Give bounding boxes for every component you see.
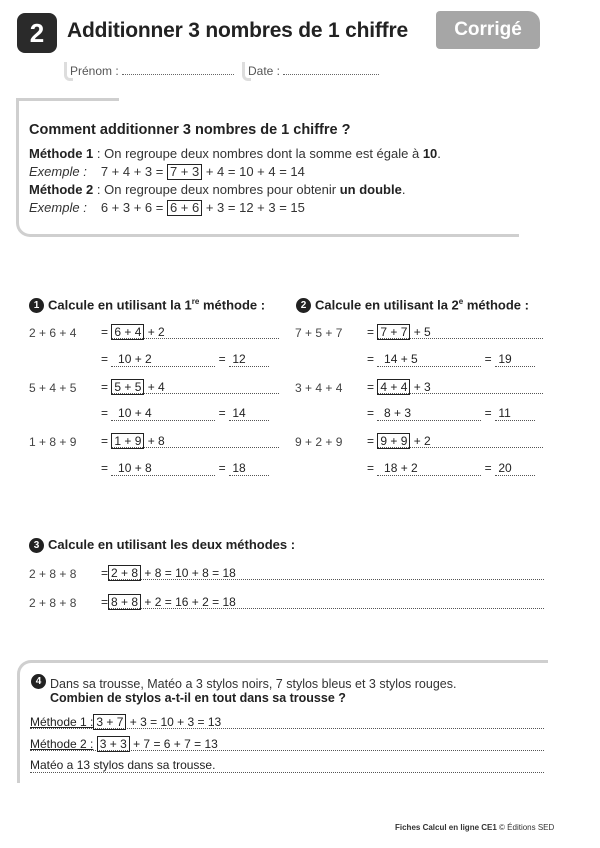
ex3-expression: 2 + 8 + 8 bbox=[29, 567, 77, 581]
method-2-line: Méthode 2 : On regroupe deux nombres pour obtenir un double. bbox=[29, 182, 406, 197]
ex2-answer-line[interactable]: = 4 + 4 + 3 bbox=[367, 379, 543, 394]
ex1-answer-line[interactable]: = 1 + 9 + 8 bbox=[101, 433, 279, 448]
ex1-answer-line[interactable]: = 6 + 4 + 2 bbox=[101, 324, 279, 339]
ex4-method-2-line[interactable]: Méthode 2 : 3 + 3 + 7 = 6 + 7 = 13 bbox=[30, 736, 544, 751]
exercise-1-heading: 1 Calcule en utilisant la 1re méthode : bbox=[29, 297, 265, 313]
ex1-result-line[interactable]: = 10 + 8 = 18 bbox=[101, 461, 269, 476]
ex2-result-line[interactable]: = 18 + 2 = 20 bbox=[367, 461, 535, 476]
ex3-expression: 2 + 8 + 8 bbox=[29, 596, 77, 610]
method-1-example: Exemple : 7 + 4 + 3 = 7 + 3 + 4 = 10 + 4 = 14 bbox=[29, 164, 305, 179]
ex4-method-1-line[interactable]: Méthode 1 : 3 + 7 + 3 = 10 + 3 = 13 bbox=[30, 714, 544, 729]
exercise-4-statement: Dans sa trousse, Matéo a 3 stylos noirs, 7 stylos bleus et 3 stylos rouges. bbox=[50, 677, 457, 691]
corrige-badge: Corrigé bbox=[436, 11, 540, 49]
ex2-result-line[interactable]: = 8 + 3 = 11 bbox=[367, 406, 535, 421]
ex2-answer-line[interactable]: = 9 + 9 + 2 bbox=[367, 433, 543, 448]
ex1-answer-line[interactable]: = 5 + 5 + 4 bbox=[101, 379, 279, 394]
ex1-expression: 2 + 6 + 4 bbox=[29, 326, 77, 340]
ex4-answer-line[interactable]: Matéo a 13 stylos dans sa trousse. bbox=[30, 758, 544, 773]
date-label: Date : bbox=[248, 64, 281, 78]
ex2-result-line[interactable]: = 14 + 5 = 19 bbox=[367, 352, 535, 367]
ex2-expression: 3 + 4 + 4 bbox=[295, 381, 343, 395]
prenom-field[interactable] bbox=[70, 64, 234, 78]
ex1-result-line[interactable]: = 10 + 2 = 12 bbox=[101, 352, 269, 367]
page-title: Additionner 3 nombres de 1 chiffre bbox=[67, 19, 408, 42]
ex1-expression: 1 + 8 + 9 bbox=[29, 435, 77, 449]
prenom-label: Prénom : bbox=[70, 64, 119, 78]
exercise-3-heading: 3 Calcule en utilisant les deux méthodes : bbox=[29, 537, 295, 553]
ex3-answer-line[interactable]: = 8 + 8 + 2 = 16 + 2 = 18 bbox=[101, 594, 544, 609]
footer: Fiches Calcul en ligne CE1 © Éditions SED bbox=[395, 823, 555, 832]
ex1-result-line[interactable]: = 10 + 4 = 14 bbox=[101, 406, 269, 421]
sheet-number: 2 bbox=[17, 13, 57, 53]
method-1-line: Méthode 1 : On regroupe deux nombres dont la somme est égale à 10. bbox=[29, 146, 441, 161]
ex2-expression: 7 + 5 + 7 bbox=[295, 326, 343, 340]
exercise-4-number: 4 bbox=[31, 672, 50, 690]
exercise-2-heading: 2 Calcule en utilisant la 2e méthode : bbox=[296, 297, 529, 313]
ex3-answer-line[interactable]: = 2 + 8 + 8 = 10 + 8 = 18 bbox=[101, 565, 544, 580]
method-2-example: Exemple : 6 + 3 + 6 = 6 + 6 + 3 = 12 + 3 = 15 bbox=[29, 200, 305, 215]
exercise-4-question: Combien de stylos a-t-il en tout dans sa trousse ? bbox=[50, 691, 346, 705]
ex1-expression: 5 + 4 + 5 bbox=[29, 381, 77, 395]
ex2-answer-line[interactable]: = 7 + 7 + 5 bbox=[367, 324, 543, 339]
ex2-expression: 9 + 2 + 9 bbox=[295, 435, 343, 449]
method-heading: Comment additionner 3 nombres de 1 chiffre ? bbox=[29, 122, 351, 138]
date-field[interactable] bbox=[248, 64, 379, 78]
